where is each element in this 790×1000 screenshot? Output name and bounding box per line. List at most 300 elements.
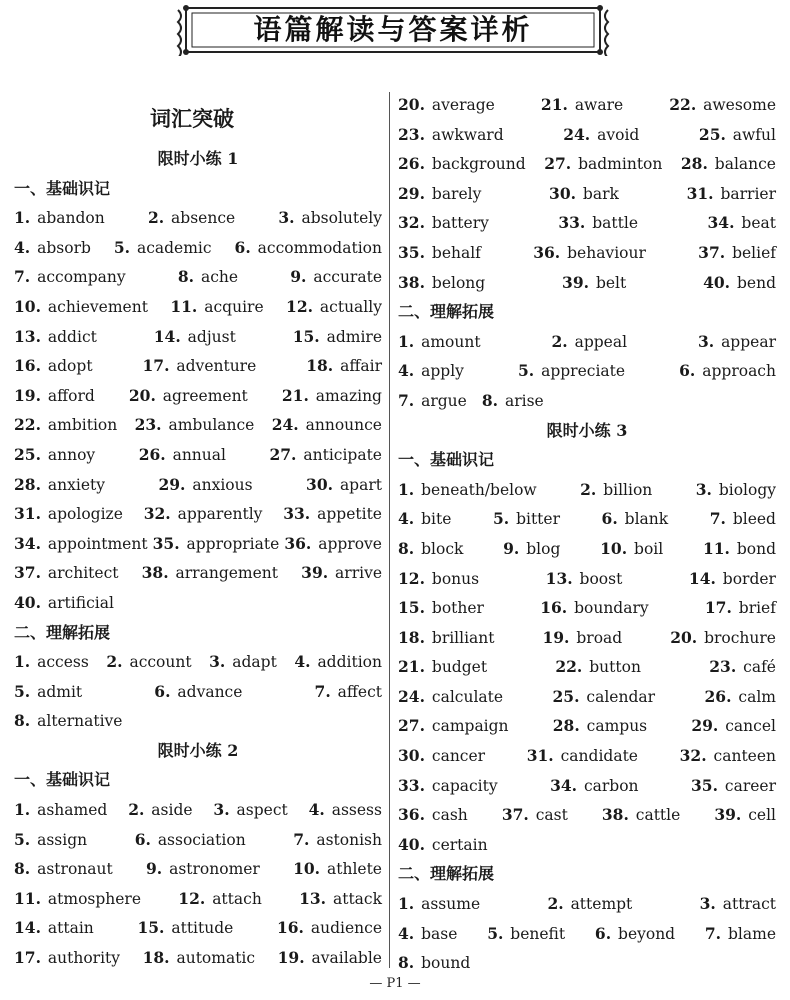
vocab-word: apparently	[172, 505, 263, 524]
practice-3-extend-heading: 二、理解拓展	[398, 864, 495, 884]
vocab-number: 30.	[549, 183, 576, 203]
vocab-word: absorb	[32, 238, 91, 257]
vocab-row	[398, 475, 776, 505]
vocab-number: 1.	[14, 208, 31, 228]
vocab-number: 39.	[714, 805, 742, 825]
vocab-word: atmosphere	[42, 889, 142, 908]
vocab-number: 29.	[158, 474, 186, 494]
vocab-number: 5.	[14, 829, 31, 849]
vocab-word: cancel	[720, 717, 776, 736]
vocab-item	[562, 268, 626, 298]
vocab-row	[398, 504, 776, 534]
vocab-item	[14, 233, 91, 263]
vocab-number: 24.	[398, 686, 425, 706]
vocab-word: actually	[315, 297, 382, 316]
vocab-item	[14, 913, 94, 943]
vocab-row	[398, 711, 776, 741]
vocab-word: campus	[581, 717, 648, 736]
vocab-row	[14, 292, 382, 322]
vocab-item	[540, 593, 648, 623]
vocab-number: 16.	[276, 918, 304, 938]
vocab-number: 33.	[558, 213, 586, 233]
vocab-row	[398, 623, 776, 653]
vocab-number: 4.	[398, 361, 415, 381]
vocab-item	[14, 677, 82, 707]
practice-2-basic-list	[14, 795, 382, 973]
vocab-item	[14, 884, 141, 914]
vocab-word: border	[717, 569, 776, 588]
vocab-item	[687, 179, 776, 209]
vocab-word: beat	[736, 214, 776, 233]
vocab-item	[178, 262, 238, 292]
vocab-number: 15.	[292, 326, 320, 346]
vocab-word: boundary	[569, 599, 649, 618]
vocab-item	[398, 919, 457, 949]
practice-3-basic-list	[398, 475, 776, 860]
vocab-word: assign	[32, 830, 88, 849]
vocab-number: 38.	[141, 563, 169, 583]
vocab-number: 4.	[14, 237, 31, 257]
vocab-number: 13.	[299, 888, 327, 908]
vocab-item	[306, 351, 382, 381]
vocab-word: awkward	[426, 125, 504, 144]
vocab-word: automatic	[171, 949, 256, 968]
vocab-number: 1.	[398, 331, 415, 351]
vocab-number: 35.	[398, 242, 425, 262]
vocab-number: 2.	[147, 208, 165, 228]
vocab-row	[14, 351, 382, 381]
vocab-item	[135, 410, 255, 440]
vocab-item	[398, 652, 487, 682]
vocab-word: cell	[743, 806, 776, 825]
vocab-item	[272, 410, 382, 440]
vocab-item	[398, 475, 537, 505]
vocab-item	[137, 913, 233, 943]
practice-2-extend-list	[398, 327, 776, 416]
vocab-number: 33.	[398, 775, 425, 795]
vocab-word: certain	[426, 835, 488, 854]
vocab-word: canteen	[708, 747, 776, 766]
vocab-number: 20.	[128, 385, 156, 405]
vocab-item	[698, 327, 776, 357]
vocab-number: 39.	[301, 563, 329, 583]
vocab-item	[398, 682, 503, 712]
vocab-word: adventure	[171, 357, 257, 376]
vocab-item	[398, 889, 480, 919]
vocab-item	[398, 268, 485, 298]
vocab-word: cattle	[630, 806, 681, 825]
vocab-word: athlete	[322, 860, 382, 879]
vocab-word: brilliant	[426, 628, 495, 647]
vocab-number: 6.	[679, 361, 696, 381]
vocab-row	[398, 771, 776, 801]
vocab-row	[398, 179, 776, 209]
vocab-item	[398, 593, 484, 623]
vocab-word: bound	[416, 954, 471, 973]
vocab-item	[580, 475, 652, 505]
vocab-word: blog	[521, 539, 561, 558]
vocab-number: 21.	[540, 95, 568, 114]
vocab-word: avoid	[592, 125, 640, 144]
vocab-item	[709, 652, 776, 682]
page-number: — P1 —	[369, 976, 421, 991]
vocab-item	[278, 203, 382, 233]
vocab-item	[555, 652, 641, 682]
vocab-number: 12.	[286, 296, 313, 316]
vocab-row	[14, 884, 382, 914]
vocab-number: 37.	[14, 563, 41, 583]
vocab-item	[708, 208, 776, 238]
vocab-item	[14, 854, 113, 884]
vocab-item	[553, 711, 647, 741]
vocab-number: 33.	[283, 504, 311, 524]
vocab-number: 36.	[533, 242, 561, 262]
vocab-word: calendar	[581, 687, 656, 706]
vocab-word: appreciate	[536, 362, 626, 381]
vocab-word: barrier	[715, 184, 776, 203]
vocab-number: 6.	[154, 681, 171, 701]
vocab-item	[544, 149, 662, 179]
vocab-number: 1.	[14, 800, 31, 820]
vocab-item	[705, 682, 776, 712]
vocab-word: ambulance	[163, 416, 255, 435]
vocab-item	[14, 647, 89, 677]
vocab-item	[527, 741, 638, 771]
vocab-number: 32.	[398, 213, 425, 233]
vocab-number: 18.	[142, 948, 170, 968]
vocab-word: button	[584, 658, 641, 677]
vocab-item	[269, 440, 382, 470]
vocab-item	[178, 884, 262, 914]
vocab-word: behaviour	[562, 243, 646, 262]
vocab-number: 19.	[14, 385, 41, 405]
vocab-item	[153, 529, 280, 559]
vocab-item	[14, 440, 95, 470]
vocab-number: 7.	[398, 390, 415, 410]
vocab-number: 2.	[580, 479, 597, 499]
vocab-word: bend	[732, 273, 776, 292]
vocab-item	[209, 647, 277, 677]
vocab-number: 3.	[699, 894, 716, 914]
vocab-row	[398, 741, 776, 771]
vocab-word: attract	[717, 895, 776, 914]
vocab-word: appetite	[312, 505, 382, 524]
vocab-row	[398, 120, 776, 150]
vocab-item	[14, 410, 117, 440]
vocab-number: 15.	[398, 598, 425, 618]
vocab-row	[14, 795, 382, 825]
vocab-number: 30.	[398, 746, 425, 766]
vocab-number: 26.	[398, 154, 425, 174]
vocab-word: benefit	[505, 924, 566, 943]
vocab-word: anxious	[187, 475, 253, 494]
vocab-number: 7.	[14, 267, 31, 287]
vocab-word: astronomer	[164, 860, 260, 879]
vocab-item	[705, 593, 776, 623]
vocab-word: capacity	[426, 776, 498, 795]
vocab-number: 15.	[137, 918, 165, 938]
vocab-word: ambition	[42, 416, 118, 435]
vocab-word: approach	[697, 362, 776, 381]
vocab-item	[14, 706, 122, 736]
vocab-item	[293, 854, 382, 884]
vocab-number: 30.	[306, 474, 334, 494]
right-column	[398, 90, 776, 978]
vocab-item	[170, 292, 263, 322]
vocab-number: 3.	[278, 208, 295, 228]
vocab-word: blank	[619, 510, 669, 529]
vocab-number: 1.	[398, 894, 415, 914]
vocab-row	[14, 529, 382, 559]
vocab-word: adapt	[227, 653, 277, 672]
vocab-item	[691, 711, 776, 741]
vocab-word: barely	[426, 184, 482, 203]
vocab-item	[595, 919, 675, 949]
vocab-number: 3.	[695, 479, 712, 499]
vocab-row	[14, 262, 382, 292]
vocab-number: 8.	[398, 953, 415, 973]
vocab-word: background	[426, 155, 526, 174]
vocab-number: 6.	[594, 923, 612, 943]
vocab-item	[143, 943, 256, 973]
vocab-item	[14, 795, 107, 825]
vocab-item	[14, 322, 97, 352]
vocab-word: attach	[207, 889, 262, 908]
vocab-item	[503, 534, 560, 564]
vocab-number: 5.	[14, 681, 31, 701]
vocab-item	[14, 499, 123, 529]
vocab-item	[284, 529, 382, 559]
vocab-word: advance	[172, 682, 243, 701]
vocab-number: 22.	[555, 657, 583, 677]
vocab-item	[398, 90, 495, 120]
vocab-number: 2.	[128, 800, 145, 820]
vocab-word: brochure	[699, 628, 776, 647]
vocab-number: 10.	[293, 859, 321, 879]
vocab-number: 6.	[234, 237, 251, 257]
vocab-item	[148, 203, 235, 233]
practice-2-extend-heading: 二、理解拓展	[398, 302, 495, 322]
vocab-item	[669, 90, 776, 120]
vocab-number: 35.	[691, 775, 718, 795]
vocab-word: belt	[591, 273, 627, 292]
vocab-word: behalf	[426, 243, 481, 262]
vocab-number: 5.	[487, 923, 504, 943]
vocab-word: arise	[500, 391, 544, 410]
vocab-item	[698, 238, 776, 268]
practice-2-basic-list-continued	[398, 90, 776, 297]
vocab-item	[398, 771, 498, 801]
vocab-word: broad	[571, 628, 623, 647]
vocab-number: 29.	[691, 716, 719, 736]
vocab-item	[546, 564, 623, 594]
vocab-number: 24.	[563, 124, 591, 144]
vocab-word: ache	[196, 268, 239, 287]
vocab-word: annoy	[42, 445, 96, 464]
vocab-word: acquire	[199, 297, 264, 316]
vocab-item	[135, 825, 246, 855]
practice-1-basic-list	[14, 203, 382, 617]
vocab-number: 32.	[143, 504, 171, 524]
vocab-number: 28.	[14, 474, 41, 494]
vocab-word: bitter	[511, 510, 560, 529]
vocab-row	[14, 381, 382, 411]
vocab-number: 8.	[177, 267, 195, 287]
vocab-word: cash	[426, 806, 468, 825]
vocab-number: 20.	[670, 627, 698, 647]
vocab-row	[398, 268, 776, 298]
vocab-word: belief	[727, 243, 776, 262]
vocab-number: 7.	[704, 923, 722, 943]
vocab-word: audience	[305, 919, 382, 938]
vocab-item	[154, 322, 236, 352]
vocab-number: 40.	[398, 834, 425, 854]
vocab-word: absence	[166, 209, 236, 228]
vocab-item	[398, 504, 451, 534]
vocab-number: 16.	[14, 356, 41, 376]
vocab-row	[14, 854, 382, 884]
vocab-item	[139, 440, 226, 470]
vocab-word: achievement	[42, 297, 148, 316]
vocab-item	[549, 179, 619, 209]
vocab-word: attempt	[565, 895, 633, 914]
vocab-item	[691, 771, 776, 801]
vocab-number: 34.	[707, 213, 735, 233]
vocab-item	[550, 771, 638, 801]
vocab-row	[14, 410, 382, 440]
vocab-number: 25.	[552, 686, 580, 706]
vocab-item	[700, 889, 776, 919]
vocab-row	[14, 706, 382, 736]
vocab-word: astonish	[311, 830, 382, 849]
vocab-number: 22.	[669, 95, 697, 114]
vocab-word: access	[32, 653, 89, 672]
vocab-word: belong	[426, 273, 486, 292]
vocab-item	[129, 381, 248, 411]
vocab-word: biology	[713, 480, 776, 499]
vocab-item	[398, 386, 467, 416]
vocab-number: 13.	[545, 568, 573, 588]
vocab-word: battle	[587, 214, 639, 233]
vocab-word: bark	[578, 184, 619, 203]
vocab-number: 1.	[14, 652, 31, 672]
vocab-word: anticipate	[298, 445, 382, 464]
vocab-number: 6.	[601, 509, 618, 529]
vocab-word: aspect	[231, 801, 288, 820]
vocab-number: 14.	[153, 326, 181, 346]
vocab-item	[398, 830, 488, 860]
vocab-number: 3.	[697, 331, 715, 351]
vocab-number: 34.	[14, 533, 41, 553]
vocab-item	[398, 149, 526, 179]
vocab-word: awesome	[698, 96, 776, 114]
vocab-item	[398, 534, 463, 564]
vocab-word: base	[416, 924, 458, 943]
vocab-number: 17.	[704, 598, 732, 618]
vocab-word: aware	[569, 96, 624, 114]
vocab-number: 31.	[526, 746, 554, 766]
practice-2-title: 限时小练 2	[157, 740, 239, 760]
vocab-item	[398, 564, 479, 594]
vocab-word: afford	[42, 386, 95, 405]
vocab-word: announce	[300, 416, 382, 435]
vocab-word: attitude	[166, 919, 234, 938]
vocab-number: 23.	[709, 657, 737, 677]
vocab-word: campaign	[426, 717, 509, 736]
vocab-word: addition	[312, 653, 382, 672]
vocab-word: apply	[416, 362, 464, 381]
vocab-item	[553, 682, 656, 712]
vocab-row	[398, 208, 776, 238]
vocab-word: average	[426, 96, 495, 114]
practice-2-basic-heading: 一、基础识记	[14, 770, 111, 790]
vocab-number: 26.	[138, 444, 166, 464]
vocab-number: 7.	[314, 681, 331, 701]
vocab-item	[703, 268, 776, 298]
vocab-item	[398, 623, 495, 653]
vocab-word: apologize	[42, 505, 123, 524]
vocab-number: 8.	[481, 390, 499, 410]
vocab-number: 12.	[178, 888, 206, 908]
vocab-number: 22.	[14, 415, 41, 435]
vocab-item	[299, 884, 382, 914]
vocab-row	[398, 564, 776, 594]
vocab-number: 35.	[152, 533, 180, 553]
vocab-word: appear	[716, 332, 776, 351]
vocab-word: affect	[332, 682, 382, 701]
vocab-item	[493, 504, 560, 534]
vocab-number: 2.	[106, 652, 123, 672]
vocab-item	[680, 741, 776, 771]
vocab-item	[114, 233, 212, 263]
vocab-number: 11.	[170, 296, 198, 316]
section-title: 词汇突破	[150, 106, 234, 131]
vocab-item	[14, 588, 114, 618]
vocab-number: 31.	[14, 504, 41, 524]
vocab-word: budget	[426, 658, 488, 677]
vocab-number: 37.	[698, 242, 726, 262]
vocab-number: 2.	[547, 894, 564, 914]
vocab-word: association	[152, 830, 246, 849]
vocab-item	[398, 120, 504, 150]
practice-3-extend-list	[398, 889, 776, 978]
vocab-row	[14, 322, 382, 352]
vocab-word: admit	[32, 682, 83, 701]
vocab-number: 39.	[562, 272, 590, 292]
vocab-word: badminton	[573, 155, 663, 174]
vocab-row	[398, 682, 776, 712]
vocab-item	[14, 262, 126, 292]
vocab-number: 17.	[14, 948, 41, 968]
vocab-number: 21.	[281, 385, 309, 405]
vocab-row	[14, 913, 382, 943]
vocab-word: authority	[42, 949, 121, 968]
vocab-item	[714, 800, 776, 830]
vocab-row	[14, 558, 382, 588]
vocab-word: anxiety	[42, 475, 105, 494]
vocab-item	[398, 800, 468, 830]
vocab-number: 31.	[686, 183, 714, 203]
vocab-number: 27.	[398, 716, 425, 736]
vocab-row	[14, 647, 382, 677]
vocab-word: bond	[731, 539, 776, 558]
vocab-row	[398, 327, 776, 357]
vocab-word: bother	[426, 599, 484, 618]
vocab-row	[398, 830, 776, 860]
vocab-item	[689, 564, 776, 594]
vocab-item	[293, 322, 382, 352]
vocab-number: 14.	[688, 568, 716, 588]
